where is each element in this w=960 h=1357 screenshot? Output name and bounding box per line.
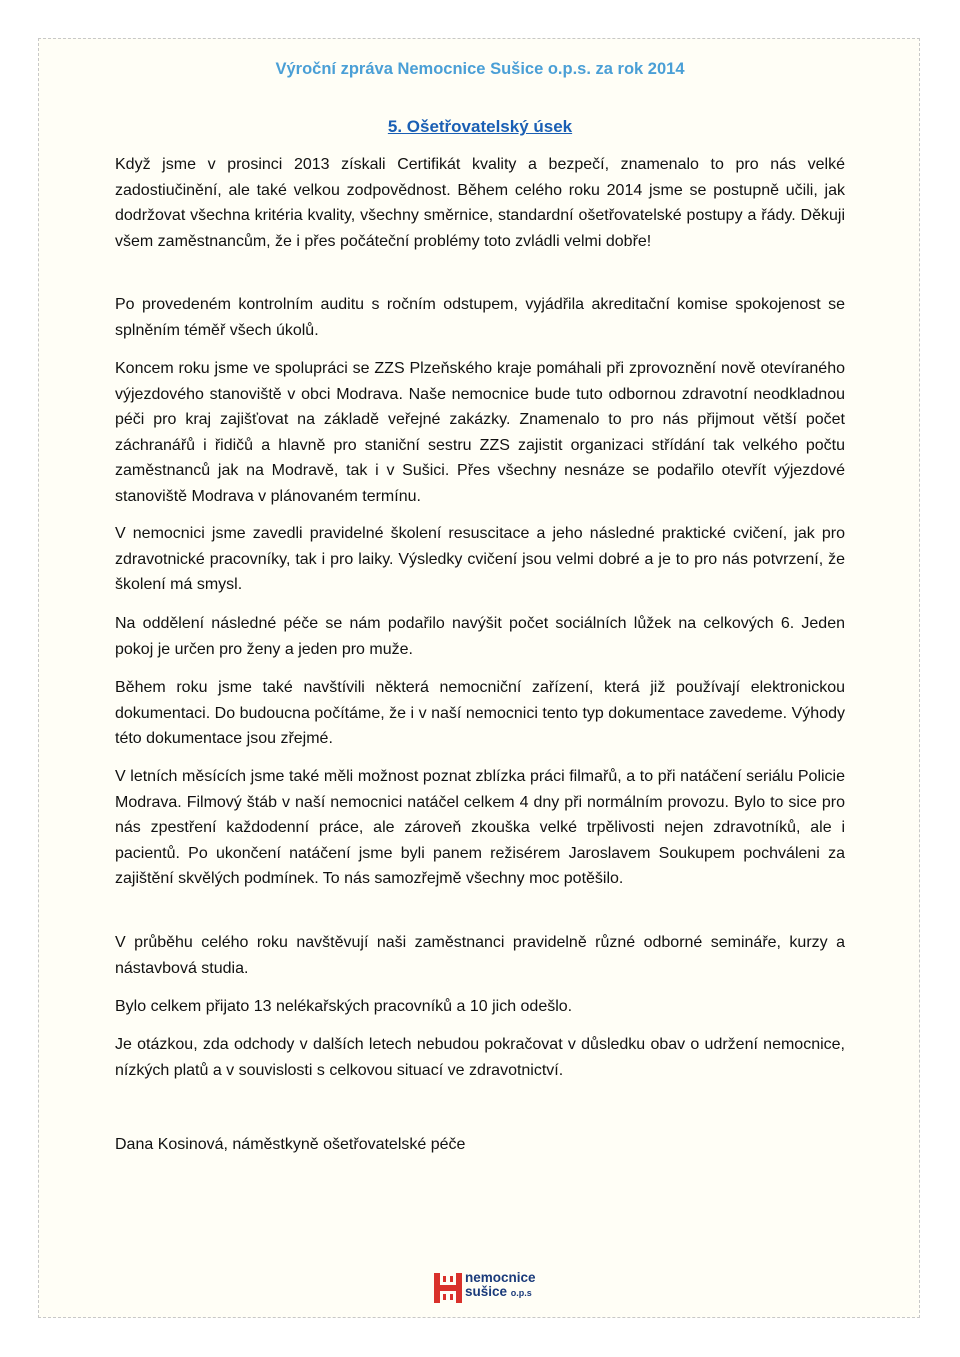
paragraph-staff: Bylo celkem přijato 13 nelékařských pracovníků a 10 jich odešlo. (115, 998, 573, 1015)
hospital-cross-icon (434, 1273, 462, 1303)
paragraph-beds: Na oddělení následné péče se nám podařilo navýšit počet sociálních lůžek na celkových 6. Jeden pokoj je určen pro ženy a jeden pro muže. (115, 615, 845, 658)
logo-line2 (465, 1285, 536, 1300)
logo-text (465, 1271, 536, 1300)
logo-line1: nemocnice (465, 1270, 536, 1285)
signature: Dana Kosinová, náměstkyně ošetřovatelské péče (115, 1136, 466, 1153)
paragraph-filming: V letních měsících jsme také měli možnost poznat zblízka práci filmařů, a to při natáčení seriálu Policie Modrava. Filmový štáb v naší nemocnici natáčel celkem 4 dny při normálním provozu. Bylo to sice pro nás zpestření každodenní práce, ale zároveň zkouška velké trpělivosti nejen zdravotníků, ale i pacientů. Po ukončení natáčení jsme byli panem režisérem Jaroslavem Soukupem pochváleni za zajištění skvělých podmínek. To nás samozřejmě všechny moc potěšilo. (115, 768, 845, 887)
report-header-title: Výroční zpráva Nemocnice Sušice o.p.s. za rok 2014 (275, 60, 685, 78)
paragraph-resuscitation: V nemocnici jsme zavedli pravidelné školení resuscitace a jeho následné praktické cvičení, jak pro zdravotnické pracovníky, tak i pro laiky. Výsledky cvičení jsou velmi dobré a je to pro nás potvrzení, že školení má smysl. (115, 525, 845, 593)
paragraph-audit: Po provedeném kontrolním auditu s ročním odstupem, vyjádřila akreditační komise spokojenost se splněním téměř všech úkolů. (115, 296, 845, 339)
paragraph-departures: Je otázkou, zda odchody v dalších letech nebudou pokračovat v důsledku obav o udržení nemocnice, nízkých platů a v souvislosti s celkovou situací ve zdravotnictví. (115, 1036, 845, 1079)
section-title: 5. Ošetřovatelský úsek (387, 117, 573, 136)
logo-line2-name: sušice (465, 1284, 508, 1299)
paragraph-seminars: V průběhu celého roku navštěvují naši zaměstnanci pravidelně různé odborné semináře, kurzy a nástavbová studia. (115, 934, 845, 977)
paragraph-modrava: Koncem roku jsme ve spolupráci se ZZS Plzeňského kraje pomáhali při zprovoznění nově otevíraného výjezdového stanoviště v obci Modrava. Naše nemocnice bude tuto odbornou zdravotní neodkladnou péči pro kraj zajišťovat na základě veřejné zakázky. Znamenalo to pro nás přijmout větší počet záchranářů i řidičů a hlavně pro staniční sestru ZZS zajistit organizaci střídání tak velkého počtu zaměstnanců jak na Modravě, tak i v Sušici. Přes všechny nesnáze se podařilo otevřít výjezdové stanoviště Modrava v plánovaném termínu. (115, 360, 845, 505)
paragraph-certificate: Když jsme v prosinci 2013 získali Certifikát kvality a bezpečí, znamenalo to pro nás velké zadostiučinění, ale také velkou zodpovědnost. Během celého roku 2014 jsme se postupně učili, jak dodržovat všechna kritéria kvality, všechny směrnice, standardní ošetřovatelské postupy a řády. Děkuji všem zaměstnancům, že i přes počáteční problémy toto zvládli velmi dobře! (115, 156, 845, 250)
hospital-logo (434, 1271, 534, 1305)
logo-suffix: o.p.s (510, 1288, 532, 1298)
paragraph-documentation: Během roku jsme také navštívili některá nemocniční zařízení, která již používají elektronickou dokumentaci. Do budoucna počítáme, že i v naší nemocnici tento typ dokumentace zavedeme. Výhody této dokumentace jsou zřejmé. (115, 679, 845, 747)
